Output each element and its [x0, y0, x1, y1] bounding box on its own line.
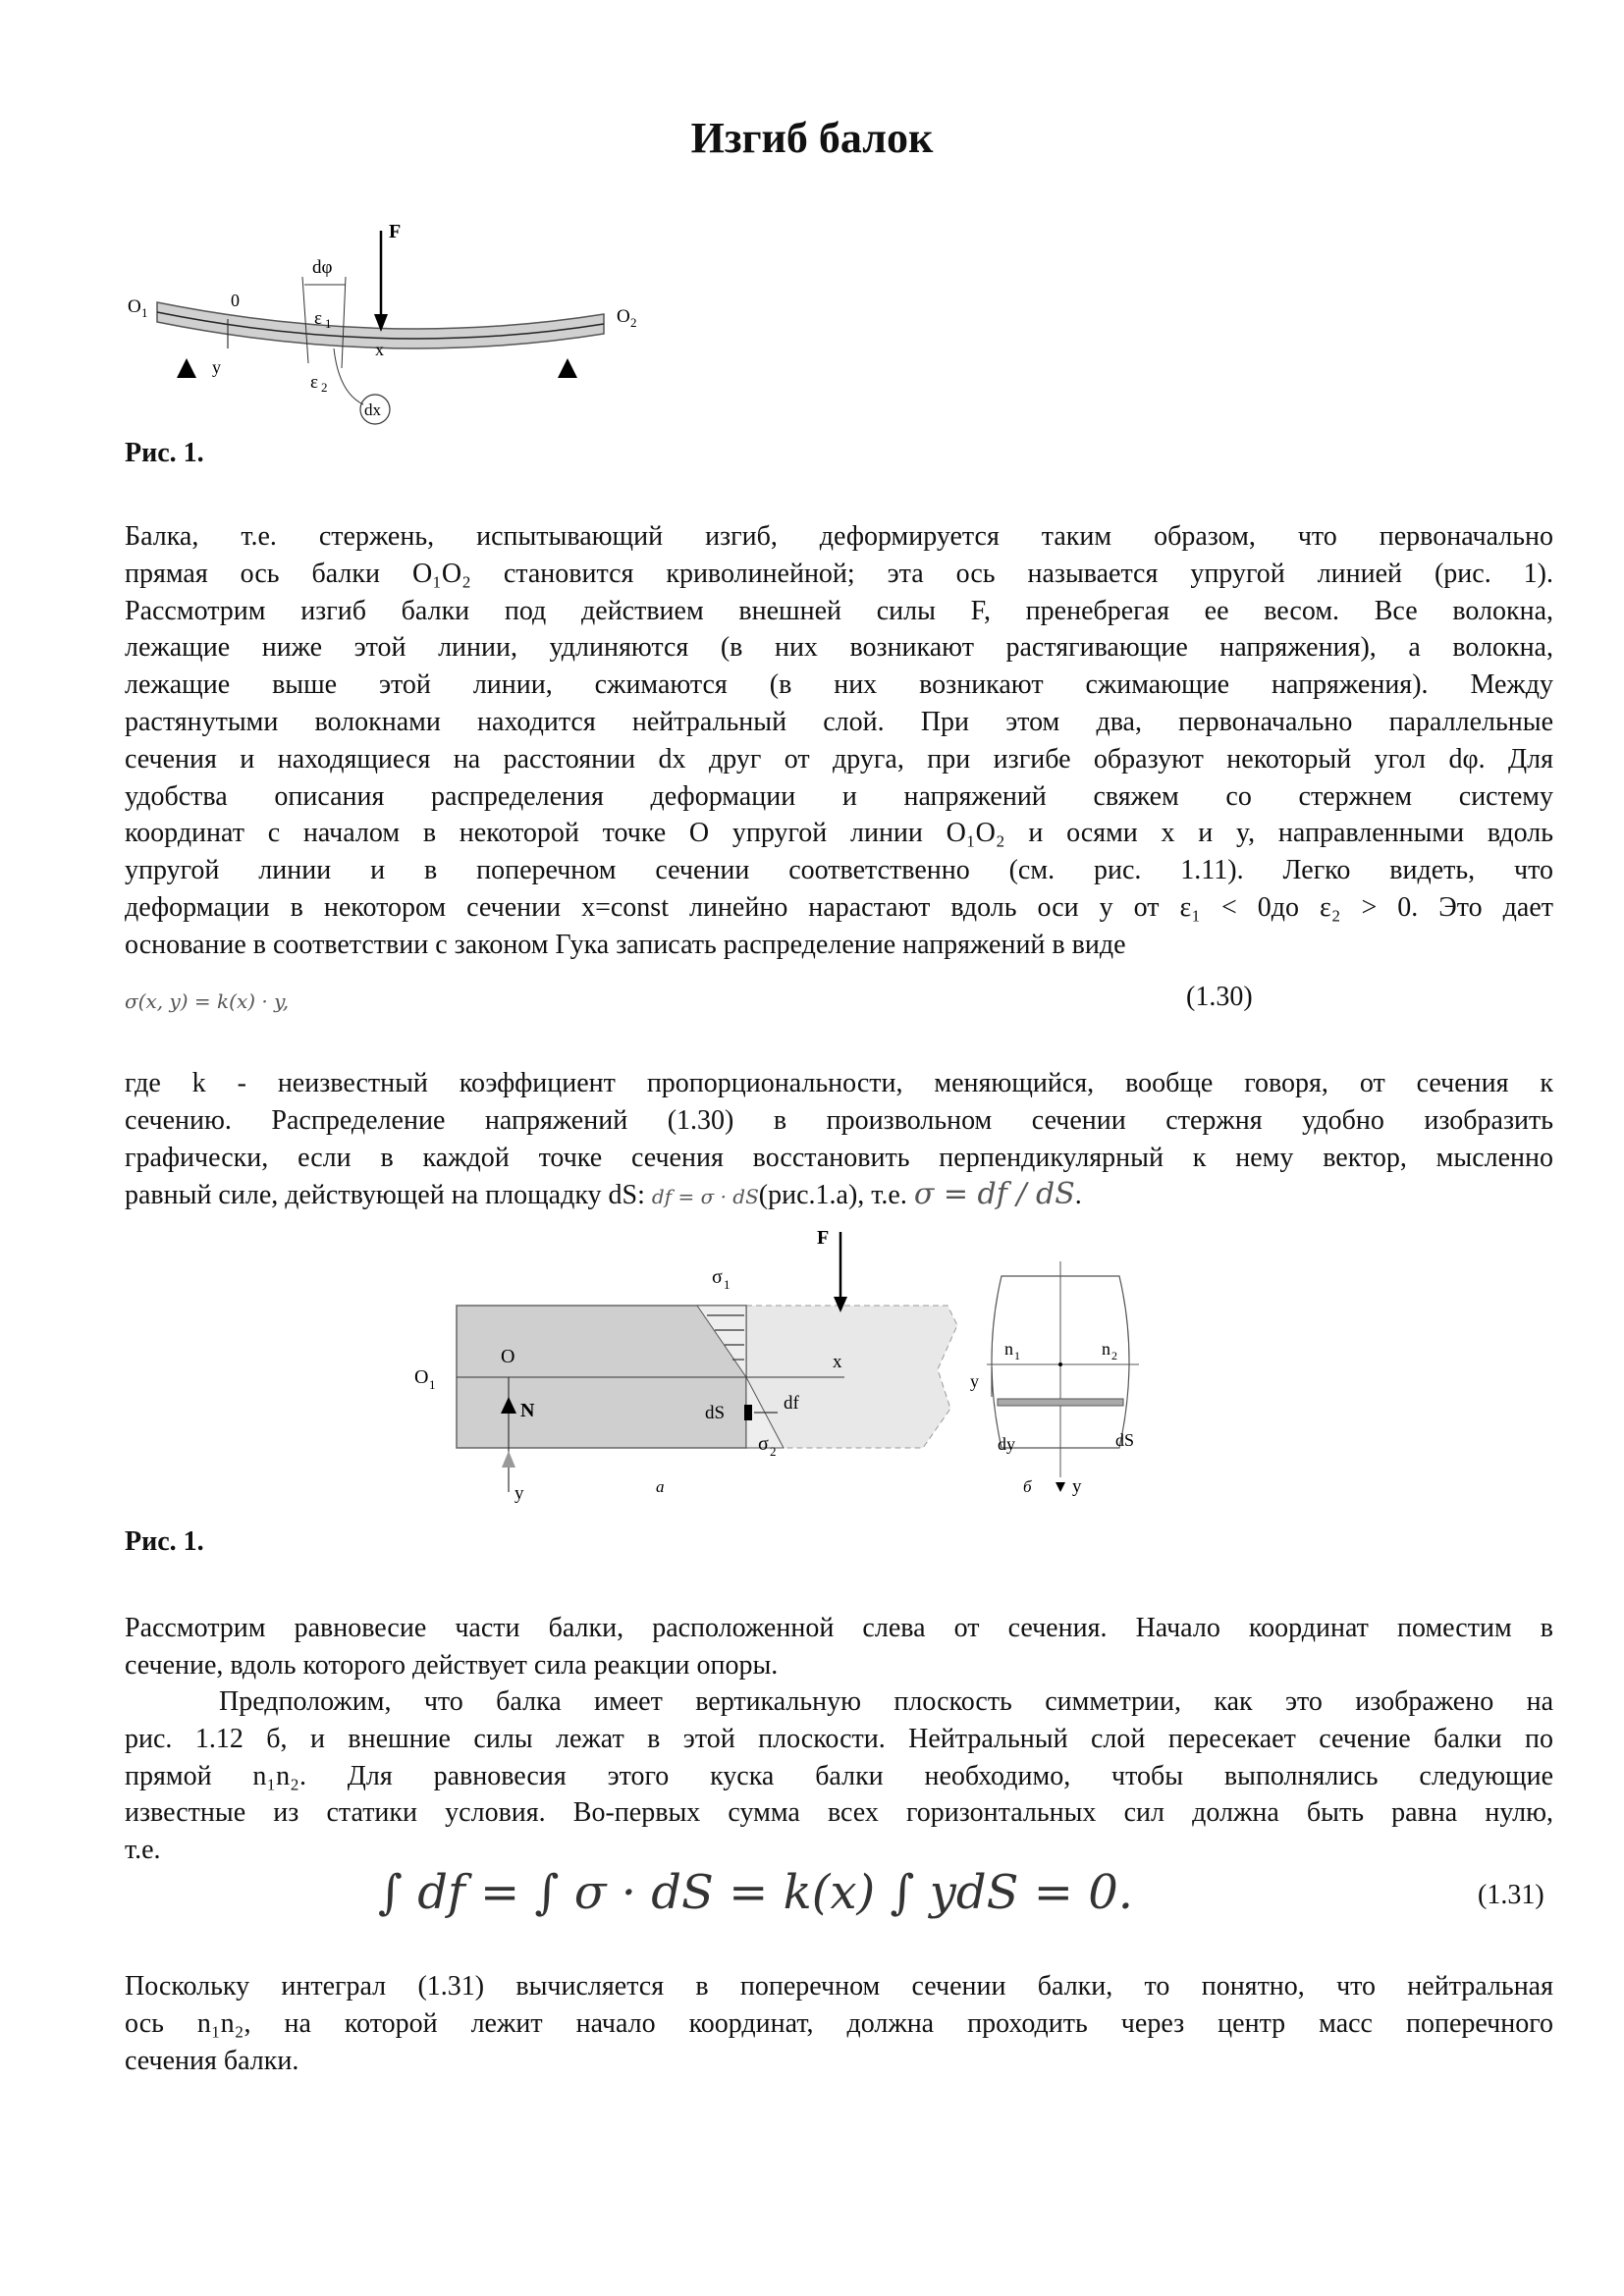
paragraph-line: прямая ось балки O₁O₂ становится криволинейной; эта ось называется упругой линией (рис. 1).	[125, 558, 1553, 589]
paragraph-2	[125, 1065, 1553, 1216]
equation-1-31-number: (1.31)	[1478, 1880, 1544, 1910]
y2-arrowhead	[1056, 1482, 1065, 1492]
paragraph-line: сечения и находящиеся на расстоянии dx друг от друга, при изгибе образуют некоторый угол dφ. Для	[125, 743, 1553, 774]
paragraph-line: известные из статики условия. Во-первых сумма всех горизонтальных сил должна быть равна нулю,	[125, 1797, 1553, 1829]
paragraph-line: сечению. Распределение напряжений (1.30) в произвольном сечении стержня удобно изобразить	[125, 1104, 1553, 1136]
reaction-label: N	[520, 1400, 535, 1421]
paragraph-line: ось n₁n₂, на которой лежит начало координат, должна проходить через центр масс поперечного	[125, 2007, 1553, 2039]
o1-sub: 1	[141, 305, 148, 320]
n2-sub: 2	[1111, 1349, 1117, 1362]
dy-label: dy	[998, 1434, 1015, 1454]
paragraph-line: рис. 1.12 б, и внешние силы лежат в этой плоскости. Нейтральный слой пересекает сечение балки по	[125, 1723, 1553, 1754]
figure-2-caption: Рис. 1.	[125, 1526, 204, 1557]
paragraph-line: лежащие ниже этой линии, удлиняются (в них возникают растягивающие напряжения), а волокна,	[125, 632, 1553, 664]
paragraph-line: Рассмотрим изгиб балки под действием внешней силы F, пренебрегая ее весом. Все волокна,	[125, 595, 1553, 626]
o1-label: O	[414, 1366, 429, 1388]
paragraph-line: Балка, т.е. стержень, испытывающий изгиб, деформируется таким образом, что первоначально	[125, 521, 1553, 552]
paragraph-line: основание в соответствии с законом Гука записать распределение напряжений в виде	[125, 929, 1126, 960]
equation-1-31: ∫ df = ∫ σ · dS = k(x) ∫ ydS = 0.	[378, 1865, 1134, 1920]
paragraph-line: Рассмотрим равновесие части балки, расположенной слева от сечения. Начало координат поместим в	[125, 1613, 1553, 1643]
section-line-1	[302, 277, 308, 363]
paragraph-line: Поскольку интеграл (1.31) вычисляется в поперечном сечении балки, то понятно, что нейтральная	[125, 1971, 1553, 2002]
paragraph-3	[125, 1610, 1553, 1684]
origin-zero-label: 0	[231, 291, 240, 310]
figure-1-caption: Рис. 1.	[125, 438, 204, 468]
y-axis-label: y	[514, 1483, 524, 1504]
paragraph-line: упругой линии и в поперечном сечении соответственно (см. рис. 1.11). Легко видеть, что	[125, 855, 1553, 886]
dphi-label: dφ	[312, 257, 333, 278]
section-line-2	[342, 277, 346, 368]
o1-label: O	[128, 296, 141, 317]
area-element	[744, 1405, 752, 1420]
force-label: F	[389, 221, 402, 242]
y-dim-label: y	[970, 1371, 979, 1391]
eps1-sub: 1	[325, 316, 332, 331]
o1-sub: 1	[429, 1377, 436, 1392]
ds-label: dS	[705, 1403, 726, 1423]
right-support-icon	[558, 358, 577, 378]
n2-label: n	[1102, 1339, 1110, 1359]
y-axis-label: y	[212, 357, 221, 377]
force-label: F	[817, 1227, 830, 1249]
paragraph-line: т.е.	[125, 1835, 161, 1866]
y2-label: y	[1072, 1476, 1082, 1497]
sigma2-sub: 2	[770, 1444, 777, 1459]
n1-sub: 1	[1014, 1349, 1020, 1362]
equation-1-30: σ(x, y) = k(x) · y,	[125, 989, 290, 1013]
eps1-label: ε	[314, 308, 322, 329]
paragraph-line: сечения балки.	[125, 2045, 299, 2076]
paragraph-line: лежащие выше этой линии, сжимаются (в них возникают сжимающие напряжения). Между	[125, 669, 1553, 701]
eps2-label: ε	[310, 372, 318, 393]
x-axis-label: x	[833, 1352, 842, 1372]
paragraph-line: растянутыми волокнами находится нейтральный слой. При этом два, первоначально параллельные	[125, 706, 1553, 737]
paragraph-line: графически, если в каждой точке сечения восстановить перпендикулярный к нему вектор, мысленно	[125, 1142, 1553, 1173]
paragraph-line: координат с началом в некоторой точке О упругой линии O₁O₂ и осями x и y, направленными вдоль	[125, 818, 1553, 849]
ds2-label: dS	[1115, 1430, 1135, 1450]
o2-sub: 2	[630, 315, 637, 330]
paragraph-line-with-formula: равный силе, действующей на площадку dS: df = σ · dS(рис.1.а), т.е. σ = df / dS.	[125, 1177, 1082, 1212]
subfig-b-label: б	[1023, 1477, 1032, 1496]
paragraph-line: прямой n₁n₂. Для равновесия этого куска балки необходимо, чтобы выполнялись следующие	[125, 1760, 1553, 1791]
n1-label: n	[1004, 1339, 1013, 1359]
paragraph-line: где k - неизвестный коэффициент пропорциональности, меняющийся, вообще говоря, от сечения к	[125, 1068, 1553, 1098]
paragraph-line: Предположим, что балка имеет вертикальную плоскость симметрии, как это изображено на	[219, 1686, 1553, 1717]
sigma1-sub: 1	[724, 1277, 731, 1292]
left-support-icon	[177, 358, 196, 378]
paragraph-line: удобства описания распределения деформации и напряжений свяжем со стержнем систему	[125, 780, 1553, 812]
support-arrow	[502, 1451, 515, 1468]
paragraph-4	[125, 1683, 1553, 1869]
subfig-a-label: а	[656, 1477, 665, 1496]
figure-2-section	[412, 1222, 1198, 1507]
origin-label: O	[501, 1346, 515, 1367]
figure-1-beam	[118, 216, 648, 432]
center-dot	[1058, 1362, 1062, 1366]
formula-sigma: σ = df / dS	[913, 1177, 1075, 1212]
paragraph-1	[125, 518, 1553, 964]
page-title: Изгиб балок	[690, 114, 934, 162]
dx-leader	[334, 348, 363, 404]
equation-1-30-number: (1.30)	[1186, 982, 1253, 1012]
paragraph-line: деформации в некотором сечении x=const линейно нарастают вдоль оси y от ε₁ < 0до ε₂ > 0. Это дает	[125, 891, 1553, 923]
o2-label: O	[617, 306, 630, 327]
df-label: df	[784, 1393, 799, 1414]
eps2-sub: 2	[321, 380, 328, 395]
paragraph-5	[125, 1968, 1553, 2079]
dx-label: dx	[364, 400, 381, 419]
paragraph-line: сечение, вдоль которого действует сила реакции опоры.	[125, 1649, 779, 1681]
sigma2-label: σ	[758, 1433, 769, 1455]
formula-df: df = σ · dS	[651, 1185, 759, 1209]
x-axis-label: x	[375, 340, 384, 359]
sigma1-label: σ	[712, 1266, 723, 1288]
strip-ds	[998, 1399, 1123, 1406]
